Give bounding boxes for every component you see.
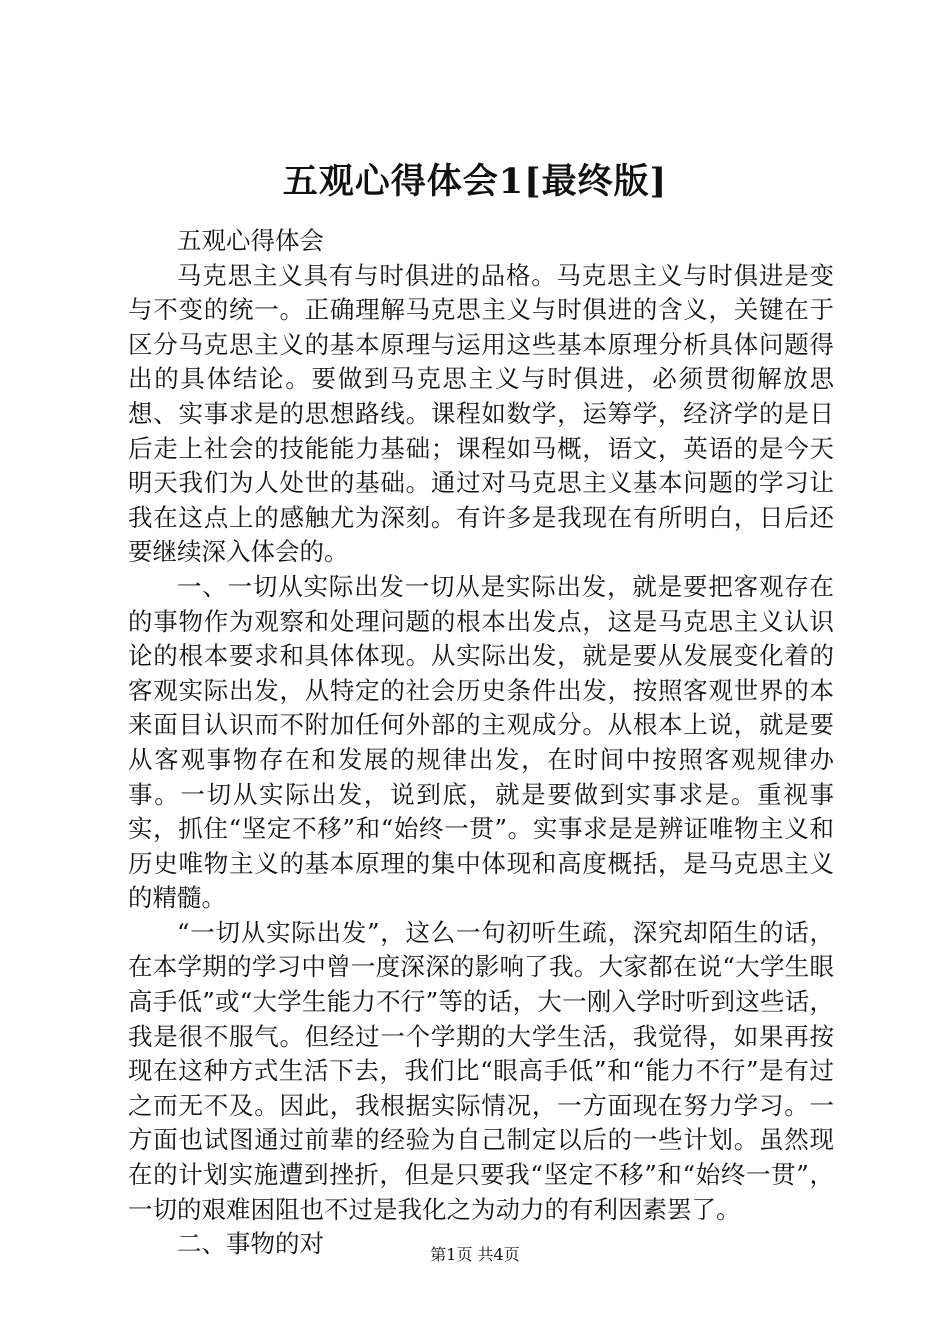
paragraph-reflection: “一切从实际出发”，这么一句初听生疏，深究却陌生的话，在本学期的学习中曾一度深深的影响了我。大家都在说“大学生眼高手低”或“大学生能力不行”等的话，大一刚入学时听到这些话，我是很不服气。但经过一个学期的大学生活，我觉得，如果再按现在这种方式生活下去，我们比“眼高手低”和“能力不行”是有过之而无不及。因此，我根据实际情况，一方面现在努力学习。一方面也试图通过前辈的经验为自己制定以后的一些计划。虽然现在的计划实施遭到挫折，但是只要我“坚定不移”和“始终一贯”，一切的艰难困阻也不过是我化之为动力的有利因素罢了。 <box>128 917 834 1224</box>
paragraph-section-one: 一、一切从实际出发一切从是实际出发，就是要把客观存在的事物作为观察和处理问题的根本出发点，这是马克思主义认识论的根本要求和具体体现。从实际出发，就是要从发展变化着的客观实际出发，从特定的社会历史条件出发，按照客观世界的本来面目认识而不附加任何外部的主观成分。从根本上说，就是要从客观事物存在和发展的规律出发，在时间中按照客观规律办事。一切从实际出发，说到底，就是要做到实事求是。重视事实，抓住“坚定不移”和“始终一贯”。实事求是是辨证唯物主义和历史唯物主义的基本原理的集中体现和高度概括，是马克思主义的精髓。 <box>128 571 834 913</box>
page-footer: 第1页 共4页 <box>430 1245 520 1264</box>
document-title: 五观心得体会1[最终版] <box>282 161 668 202</box>
document-body <box>128 224 834 1262</box>
paragraph-section-two: 二、事物的对 <box>177 1229 324 1259</box>
paragraph-subtitle: 五观心得体会 <box>177 226 324 255</box>
paragraph-intro: 马克思主义具有与时俱进的品格。马克思主义与时俱进是变与不变的统一。正确理解马克思主义与时俱进的含义，关键在于区分马克思主义的基本原理与运用这些基本原理分析具体问题得出的具体结论。要做到马克思主义与时俱进，必须贯彻解放思想、实事求是的思想路线。课程如数学，运筹学，经济学的是日后走上社会的技能能力基础；课程如马概，语文，英语的是今天明天我们为人处世的基础。通过对马克思主义基本问题的学习让我在这点上的感触尤为深刻。有许多是我现在有所明白，日后还要继续深入体会的。 <box>128 260 834 567</box>
